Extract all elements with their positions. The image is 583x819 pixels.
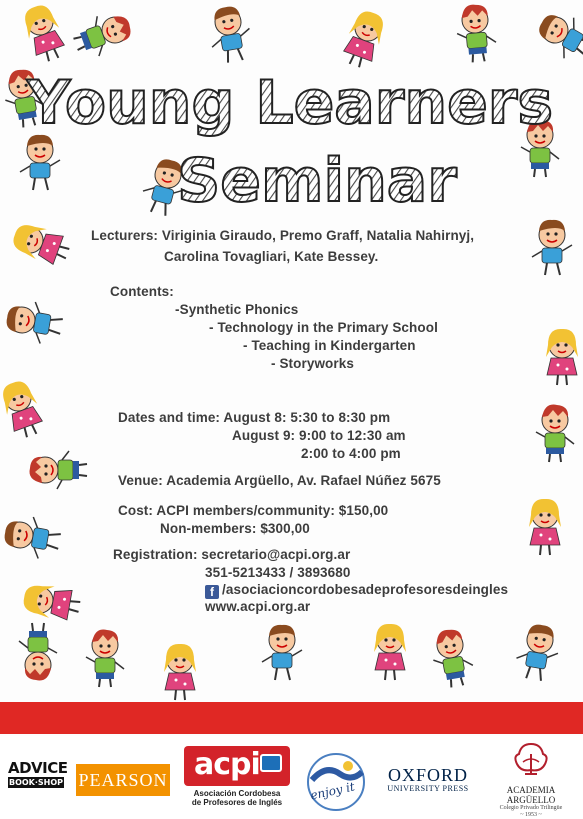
dates-august-9-afternoon: 2:00 to 4:00 pm — [301, 446, 401, 461]
oxford-subtext: UNIVERSITY PRESS — [387, 784, 469, 793]
academia-arguello-logo — [484, 740, 578, 816]
lecturers-label: Lecturers: — [91, 228, 159, 243]
cost-members: Cost: ACPI members/community: $150,00 — [118, 503, 389, 518]
speech-bubble-icon — [260, 754, 282, 772]
dates-label: Dates and time: — [118, 410, 221, 425]
lecturers-names-1: Viriginia Giraudo, Premo Graff, Natalia Nahirnyj, — [161, 228, 475, 243]
acpi-text: acpi — [194, 747, 260, 782]
facebook-icon: f — [205, 585, 219, 599]
venue: Venue: Academia Argüello, Av. Rafael Núñez 5675 — [118, 473, 441, 488]
pearson-text: PEARSON — [78, 769, 168, 790]
lecturers-line-1 — [91, 228, 474, 243]
acpi-logo — [184, 746, 290, 818]
facebook-handle: /asociacioncordobesadeprofesoresdeingles — [222, 582, 509, 597]
registration-website[interactable]: www.acpi.org.ar — [205, 599, 311, 614]
oxford-text: OXFORD — [387, 765, 468, 785]
arguello-subtext: Colegio Privado Trilingüe — [499, 805, 563, 811]
registration-facebook[interactable] — [205, 582, 508, 599]
advice-bookshop-logo — [8, 760, 66, 796]
poster-title — [26, 55, 554, 216]
enjoy-it-logo — [304, 750, 368, 814]
bookshop-text: BOOK·SHOP — [8, 778, 64, 787]
registration-phone: 351-5213433 / 3893680 — [205, 565, 351, 580]
dates-august-9: August 9: 9:00 to 12:30 am — [232, 428, 406, 443]
contents-item: - Storyworks — [271, 356, 354, 371]
dates-line-1 — [118, 410, 390, 425]
enjoy-it-text: enjoy it — [309, 779, 356, 803]
dates-august-8: August 8: 5:30 to 8:30 pm — [223, 410, 391, 425]
pearson-logo — [76, 764, 170, 796]
acpi-name-line-2: de Profesores de Inglés — [191, 798, 283, 807]
arguello-crest-icon — [511, 740, 551, 780]
oxford-logo — [380, 766, 476, 796]
advice-text: ADVICE — [8, 759, 68, 777]
lecturers-names-2: Carolina Tovagliari, Kate Bessey. — [164, 249, 379, 264]
cost-non-members: Non-members: $300,00 — [160, 521, 310, 536]
red-band — [0, 702, 583, 734]
acpi-name-line-1: Asociación Cordobesa — [193, 789, 281, 798]
sponsor-logos — [0, 736, 583, 816]
title-line-2: Seminar — [177, 146, 457, 216]
contents-label: Contents: — [110, 284, 174, 299]
arguello-year: ~ 1953 ~ — [520, 812, 542, 818]
contents-item: - Teaching in Kindergarten — [243, 338, 416, 353]
contents-item: - Technology in the Primary School — [209, 320, 438, 335]
registration-email[interactable]: Registration: secretario@acpi.org.ar — [113, 547, 351, 562]
contents-item: -Synthetic Phonics — [175, 302, 299, 317]
arguello-text: ACADEMIA ARGÜELLO — [506, 785, 556, 805]
title-line-1: Young Learners — [26, 68, 554, 138]
acpi-mark — [184, 746, 290, 786]
